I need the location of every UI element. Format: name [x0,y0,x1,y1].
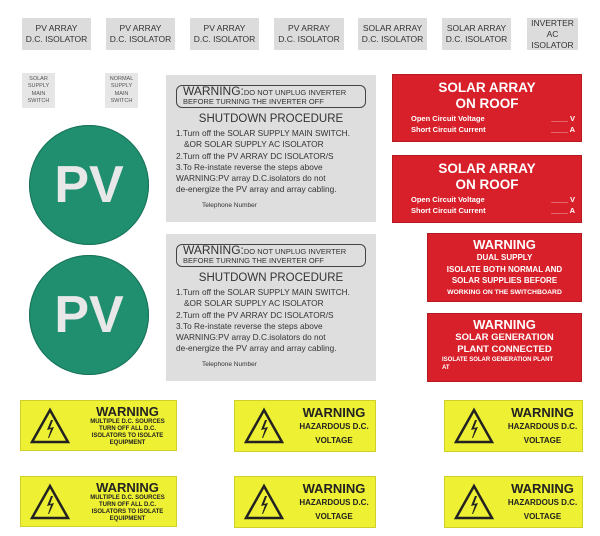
warning-line: SOLAR SUPPLIES BEFORE [451,276,558,285]
warning-title: WARNING [96,404,159,419]
procedure-step: 1.Turn off the SOLAR SUPPLY MAIN SWITCH. [176,287,350,297]
warning-line: MULTIPLE D.C. SOURCES [90,495,165,501]
warning-title: WARNING [302,480,366,496]
electric-hazard-icon [29,407,71,445]
unit: A [569,206,575,215]
label-line: PV ARRAY [203,23,246,33]
warning-line: VOLTAGE [523,435,562,445]
warning-title: WARNING [473,237,536,252]
isolator-label [274,18,344,50]
label-line: MAIN [114,90,129,97]
warning-title: WARNING [473,317,536,332]
warning-line: TURN OFF ALL D.C. [99,502,156,508]
label-line: SOLAR [29,75,48,82]
pv-text: PV [54,286,124,344]
warning-line: VOLTAGE [315,511,353,521]
unit: A [569,125,575,134]
procedure-step: WARNING:PV array D.C.isolators do not [176,332,326,343]
label-line: MAIN [31,90,46,97]
multiple-dc-sources-warning-label [21,477,176,526]
telephone-number-label: Telephone Number [202,201,257,209]
warning-line: HAZARDOUS D.C. [507,497,578,507]
roof-title: SOLAR ARRAY [438,161,536,176]
isolator-label [527,18,578,50]
dual-supply-warning-label [428,234,581,301]
inverter-warning-box [176,244,366,267]
label-line: SOLAR ARRAY [446,23,507,33]
telephone-number-label: Telephone Number [202,360,257,368]
roof-title: SOLAR ARRAY [438,80,536,95]
hazardous-dc-voltage-label [235,477,375,527]
procedure-step: &OR SOLAR SUPPLY AC ISOLATOR [184,298,324,309]
warning-text: BEFORE TURNING THE INVERTER OFF [183,97,324,106]
procedure-step: WARNING:PV array D.C.isolators do not [176,173,326,184]
shutdown-procedure-label [166,234,376,381]
label-line: PV ARRAY [288,23,330,33]
label-line: NORMAL [109,75,134,82]
electric-hazard-icon [243,407,285,445]
warning-line: MULTIPLE D.C. SOURCES [90,419,165,425]
label-line: SOLAR ARRAY [362,23,423,33]
warning-line: HAZARDOUS D.C. [299,497,369,507]
warning-line: VOLTAGE [523,511,562,521]
electric-hazard-icon [243,483,285,521]
label-line: D.C. ISOLATOR [278,34,340,44]
procedure-step: 3.To Re-instate reverse the steps above [176,320,323,331]
procedure-step: 2.Turn off the PV ARRAY DC ISOLATOR/S [176,309,334,320]
unit: V [569,195,575,204]
electric-hazard-icon [29,483,71,521]
warning-line: ISOLATORS TO ISOLATE [91,433,164,439]
warning-line: AT [442,365,450,371]
warning-title: WARNING [302,404,366,420]
warning-line: SOLAR GENERATION [455,332,554,343]
short-circuit-current: Short Circuit Current [411,125,486,134]
warning-word: WARNING: [183,243,244,257]
warning-line: HAZARDOUS D.C. [299,421,369,431]
short-circuit-current: Short Circuit Current [411,206,486,215]
warning-line: WORKING ON THE SWITCHBOARD [447,288,562,296]
warning-line: ISOLATORS TO ISOLATE [91,509,164,515]
procedure-step: &OR SOLAR SUPPLY AC ISOLATOR [184,139,324,150]
electric-hazard-icon [453,407,495,445]
label-line: SUPPLY [27,83,50,89]
warning-line: HAZARDOUS D.C. [507,421,578,431]
procedure-step: 2.Turn off the PV ARRAY DC ISOLATOR/S [176,150,334,161]
warning-line: EQUIPMENT [109,516,146,522]
warning-title: WARNING [511,404,574,420]
switch-label [22,73,55,108]
warning-text: DO NOT UNPLUG INVERTER [243,88,347,97]
isolator-label [106,18,175,50]
label-line: D.C. ISOLATOR [445,34,508,44]
procedure-step: 3.To Re-instate reverse the steps above [176,161,323,172]
multiple-dc-sources-warning-label [21,401,176,450]
warning-title: WARNING [96,480,159,495]
unit: V [569,114,575,123]
warning-line: ISOLATE BOTH NORMAL AND [446,264,563,274]
label-line: PV ARRAY [35,23,78,33]
procedure-step: de-energize the PV array and array cabling. [176,343,337,354]
roof-title: ON ROOF [455,96,519,111]
label-line: PV ARRAY [119,23,162,33]
solar-array-on-roof-label: SOLAR ARRAY ON ROOF Open Circuit Voltage ____ V Short Circuit Current ____ A [393,156,581,222]
label-line: D.C. ISOLATOR [361,34,424,44]
procedure-title: SHUTDOWN PROCEDURE [198,113,344,125]
electric-hazard-icon [453,483,495,521]
isolator-label [22,18,91,50]
solar-array-on-roof-label: SOLAR ARRAY ON ROOF Open Circuit Voltage ____ V Short Circuit Current ____ A [393,75,581,141]
hazardous-dc-voltage-label [445,401,582,451]
isolator-label [190,18,259,50]
pv-circle-label [29,125,149,245]
pv-text: PV [54,156,124,214]
open-circuit-voltage: Open Circuit Voltage [411,114,485,123]
label-line: AC [546,28,559,39]
warning-line: EQUIPMENT [109,440,146,446]
warning-text: DO NOT UNPLUG INVERTER [243,247,347,256]
hazardous-dc-voltage-label [235,401,375,451]
label-line: SUPPLY [110,83,133,89]
isolator-label [442,18,511,50]
warning-line: TURN OFF ALL D.C. [99,426,156,432]
warning-title: WARNING [511,480,574,496]
warning-word: WARNING: [183,84,244,98]
solar-generation-warning-label [428,314,581,381]
label-line: D.C. ISOLATOR [109,34,172,44]
label-line: ISOLATOR [531,39,574,50]
label-line: D.C. ISOLATOR [193,34,256,44]
warning-line: DUAL SUPPLY [476,253,533,262]
label-line: SWITCH [110,98,133,104]
shutdown-procedure-label [166,75,376,222]
label-line: SWITCH [27,98,50,104]
pv-circle-label [29,255,149,375]
warning-line: ISOLATE SOLAR GENERATION PLANT [442,357,554,363]
procedure-title: SHUTDOWN PROCEDURE [198,272,344,284]
procedure-step: de-energize the PV array and array cabling. [176,184,337,195]
hazardous-dc-voltage-label [445,477,582,527]
label-line: INVERTER [531,17,574,28]
label-line: D.C. ISOLATOR [25,34,88,44]
isolator-label [358,18,427,50]
warning-text: BEFORE TURNING THE INVERTER OFF [183,256,324,265]
roof-title: ON ROOF [455,177,519,192]
switch-label [105,73,138,108]
inverter-warning-box [176,85,366,108]
open-circuit-voltage: Open Circuit Voltage [411,195,485,204]
procedure-step: 1.Turn off the SOLAR SUPPLY MAIN SWITCH. [176,128,350,138]
warning-line: VOLTAGE [315,435,353,445]
warning-line: PLANT CONNECTED [457,344,552,355]
